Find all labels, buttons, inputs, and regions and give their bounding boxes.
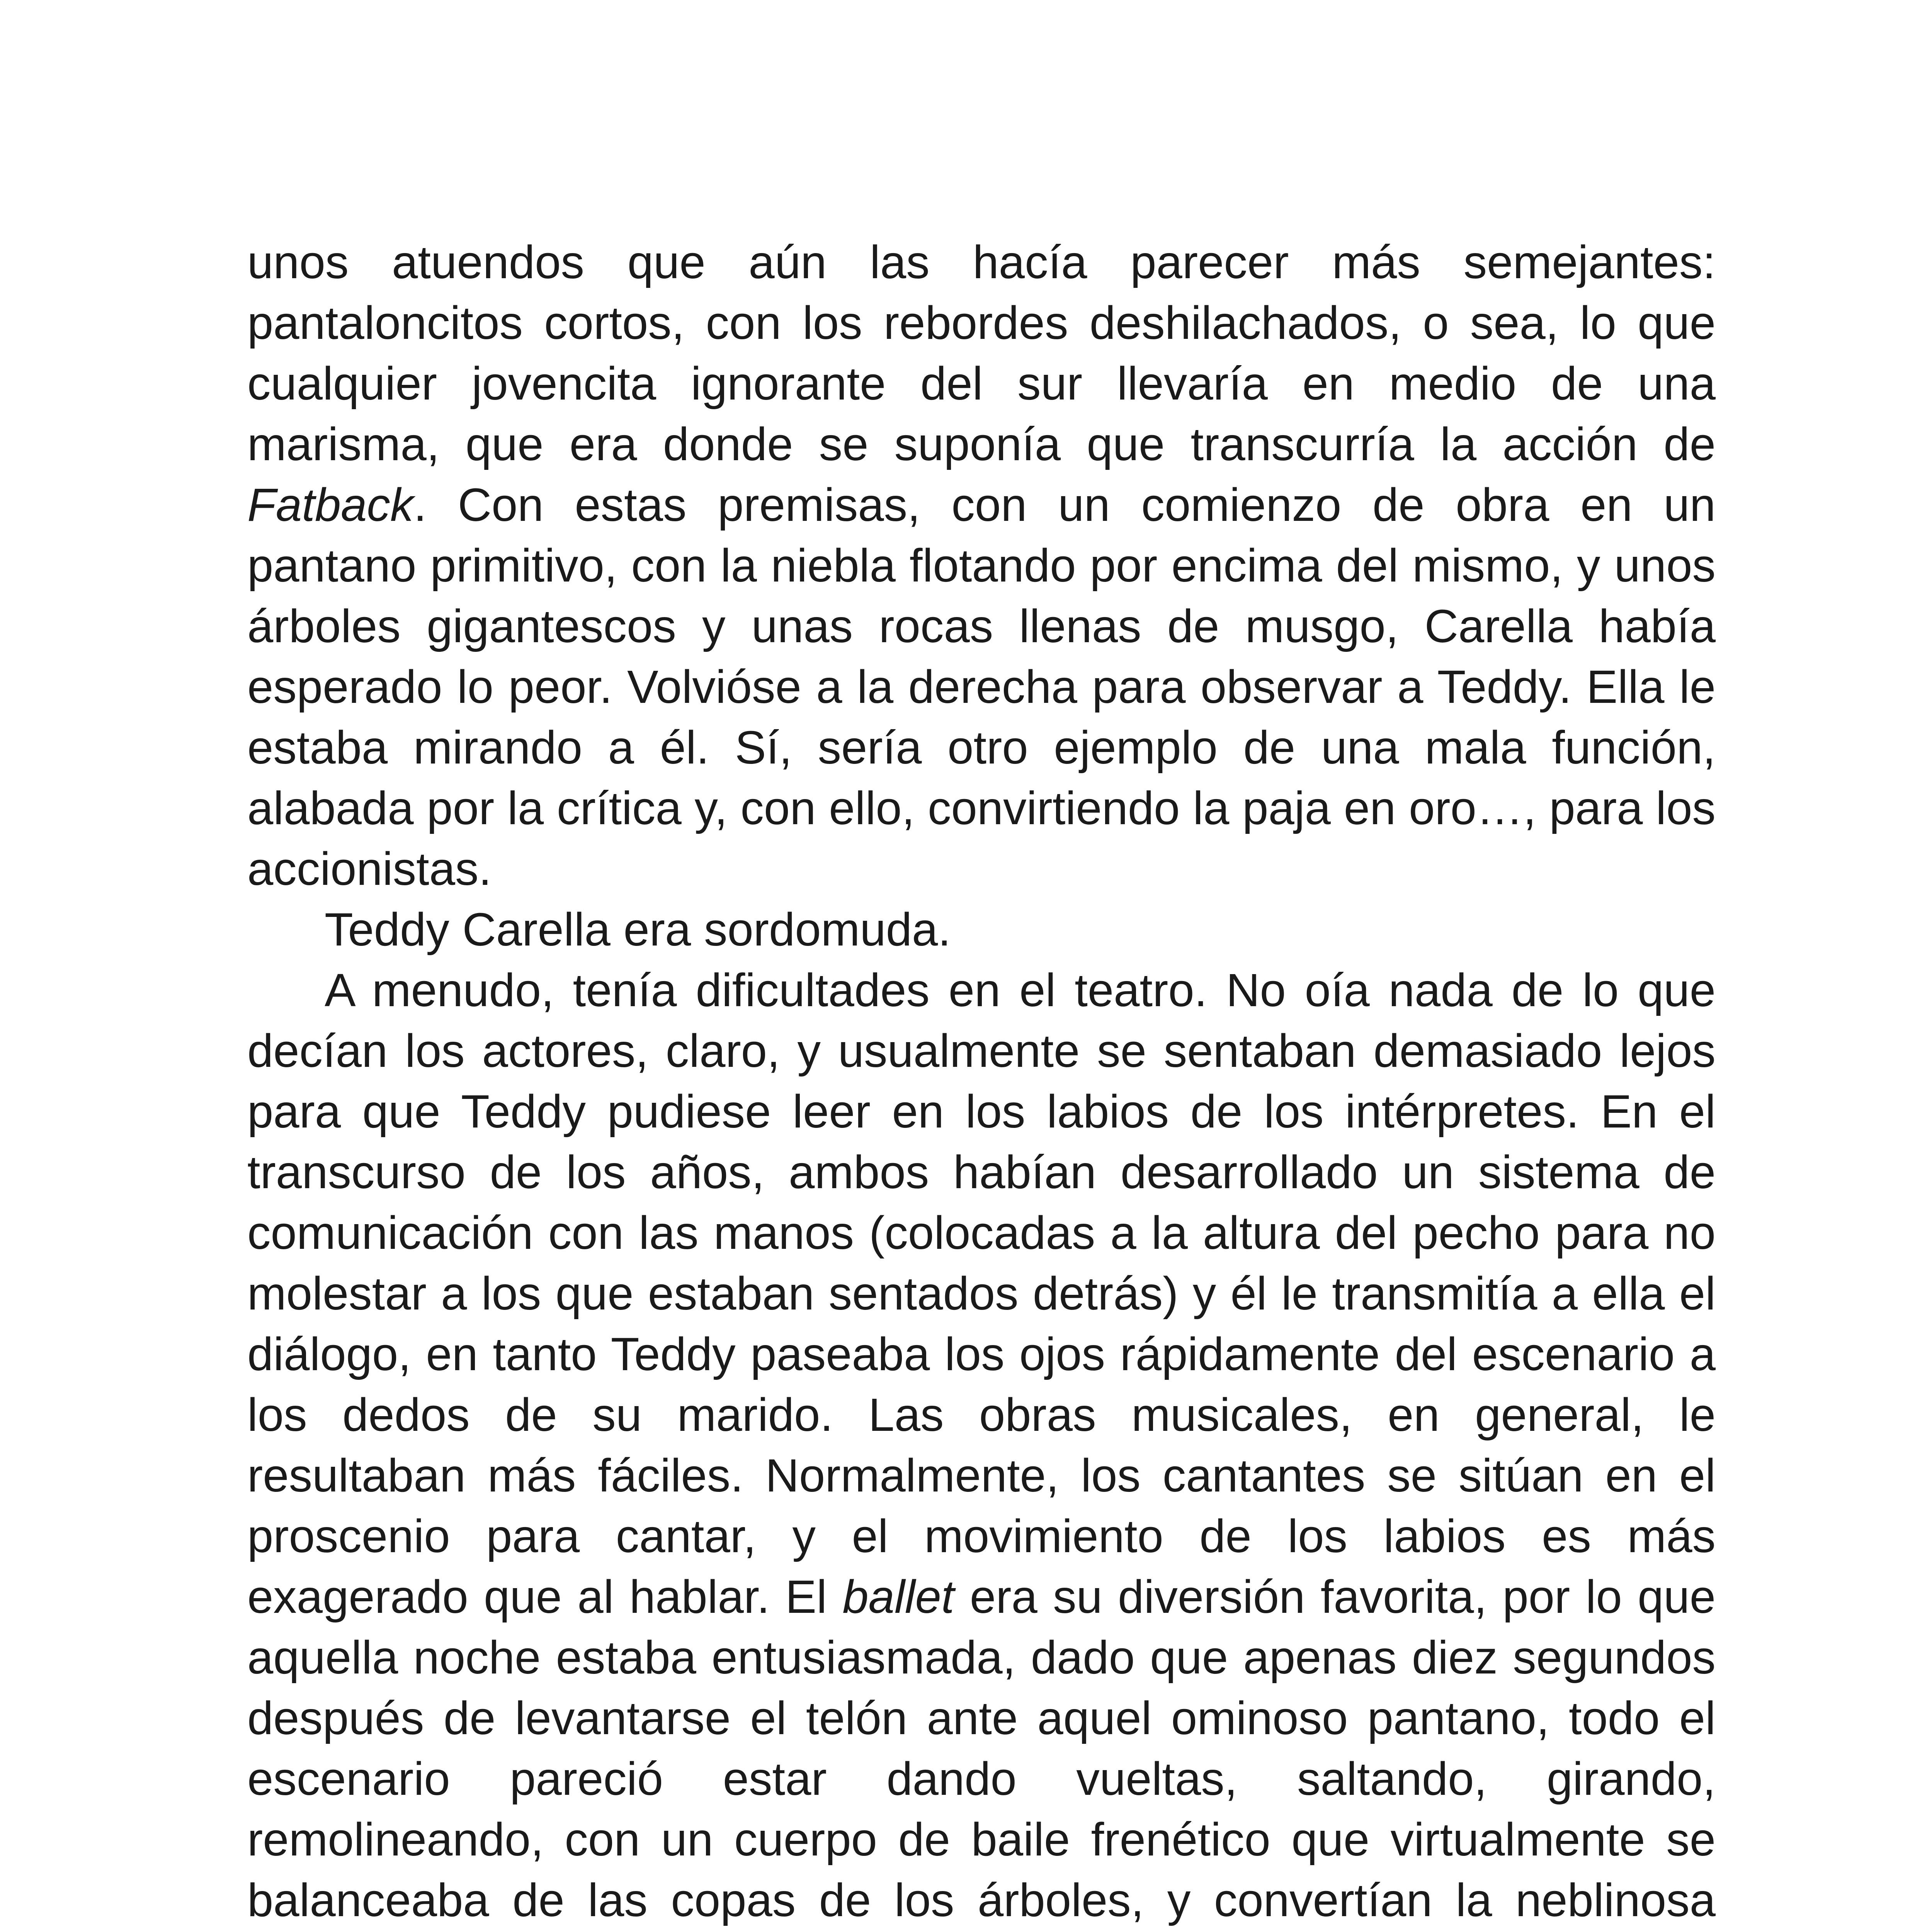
paragraph-3-text-a: A menudo, tenía dificultades en el teatro. No oía nada de lo que decían los actores, claro, y usualmente se sentaban demasiado lejos para que Teddy pudiese leer en los labios de los intérpretes. En el transcurso de los años, ambos habían desarrollado un sistema de comunicación con las manos (colocadas a la altura del pecho para no molestar a los que estaban sentados detrás) y él le transmitía a ella el diálogo, en tanto Teddy paseaba los ojos rápidamente del escenario a los dedos de su marido. Las obras musicales, en general, le resultaban más fáciles. Normalmente, los cantantes se sitúan en el proscenio para cantar, y el movimiento de los labios es más exagerado que al hablar. El	[247, 964, 1716, 1623]
paragraph-1-text-a: unos atuendos que aún las hacía parecer más semejantes: pantaloncitos cortos, con los rebordes deshilachados, o sea, lo que cualquier jovencita ignorante del sur llevaría en medio de una marisma, que era donde se suponía que transcurría la acción de	[247, 236, 1716, 470]
paragraph-2	[247, 899, 1716, 960]
paragraph-1	[247, 232, 1716, 899]
paragraph-1-italic-title: Fatback	[247, 478, 414, 531]
paragraph-3-italic-ballet: ballet	[842, 1570, 954, 1623]
paragraph-1-text-b: . Con estas premisas, con un comienzo de obra en un pantano primitivo, con la niebla flotando por encima del mismo, y unos árboles gigantescos y unas rocas llenas de musgo, Carella había esperado lo peor. Volvióse a la derecha para observar a Teddy. Ella le estaba mirando a él. Sí, sería otro ejemplo de una mala función, alabada por la crítica y, con ello, convirtiendo la paja en oro…, para los accionistas.	[247, 478, 1716, 895]
paragraph-2-text: Teddy Carella era sordomuda.	[325, 903, 951, 956]
paragraph-3	[247, 960, 1716, 1932]
paragraph-3-text-b: era su diversión favorita, por lo que aquella noche estaba entusiasmada, dado que apenas diez segundos después de levantarse el telón ante aquel ominoso pantano, todo el escenario pareció estar dando vueltas, saltando, girando, remolineando, con un cuerpo de baile frenético que virtualmente se balanceaba de las copas de los árboles, y convertían la neblinosa	[247, 1570, 1716, 1926]
book-page-text	[247, 232, 1716, 1932]
